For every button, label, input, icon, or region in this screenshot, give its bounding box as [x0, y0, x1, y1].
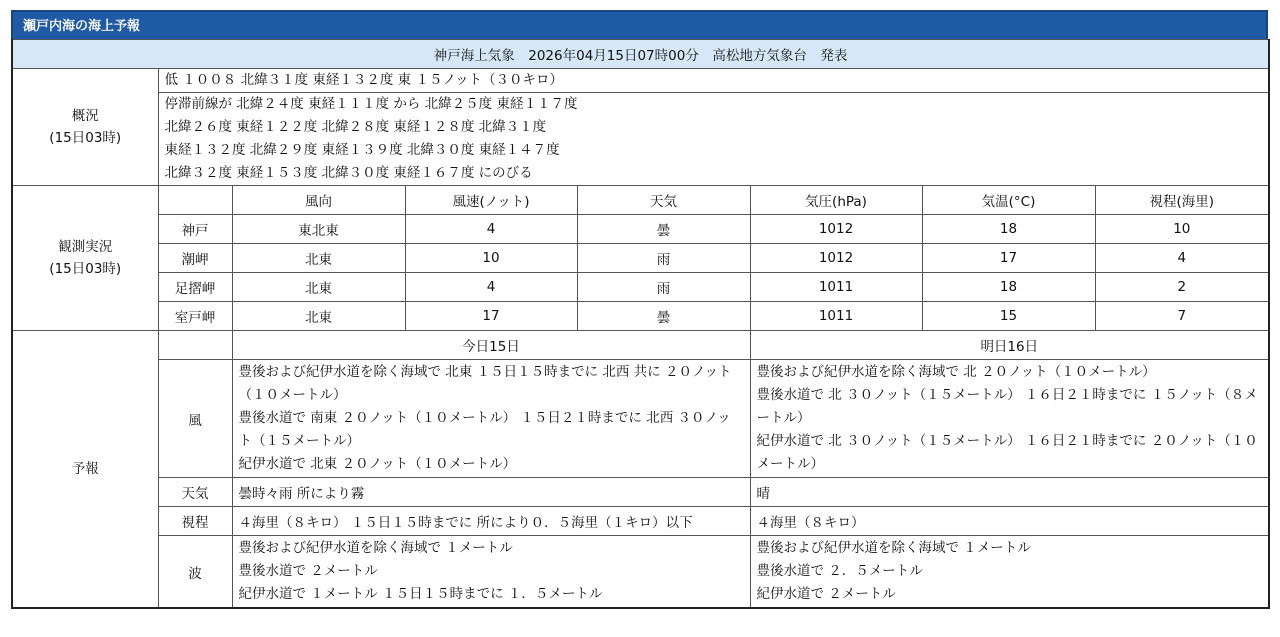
weather-today: 曇時々雨 所により霧 — [232, 478, 750, 507]
visibility-tomorrow: ４海里（８キロ） — [750, 507, 1269, 536]
gaikyo-front-line: 北緯２６度 東経１２２度 北緯２８度 東経１２８度 北緯３１度 — [164, 119, 547, 135]
obs-cell: 18 — [922, 273, 1095, 302]
forecast-panel — [11, 10, 1268, 609]
obs-cell: 15 — [922, 302, 1095, 331]
obs-cell: 17 — [405, 302, 577, 331]
obs-cell: 1012 — [750, 244, 922, 273]
gaikyo-front-line: 東経１３２度 北緯２９度 東経１３９度 北緯３０度 東経１４７度 — [164, 142, 560, 158]
obs-cell: 曇 — [577, 302, 750, 331]
wave-label: 波 — [158, 536, 232, 609]
obs-header: 天気 — [577, 186, 750, 215]
gaikyo-time: (15日03時) — [49, 130, 122, 146]
wind-today-line: 紀伊水道で 北東 ２０ノット（１０メートル） — [238, 456, 517, 472]
obs-header: 気温(°C) — [922, 186, 1095, 215]
weather-label: 天気 — [158, 478, 232, 507]
obs-cell: 10 — [405, 244, 577, 273]
obs-cell: 4 — [405, 273, 577, 302]
wind-today-line: 豊後水道で 南東 ２０ノット（１０メートル） １５日２１時までに 北西 ３０ノット（１５メートル） — [238, 410, 731, 449]
wind-today — [232, 360, 750, 478]
obs-cell: 1011 — [750, 273, 922, 302]
obs-cell: 17 — [922, 244, 1095, 273]
wave-today-line: 豊後水道で ２メートル — [238, 563, 378, 579]
obs-cell: 1012 — [750, 215, 922, 244]
obs-cell: 東北東 — [232, 215, 405, 244]
issue-info: 神戸海上気象 2026年04月15日07時00分 高松地方気象台 発表 — [12, 40, 1269, 69]
obs-header: 風速(ノット) — [405, 186, 577, 215]
forecast-table — [11, 39, 1270, 609]
wave-today-line: 豊後および紀伊水道を除く海域で １メートル — [238, 540, 513, 556]
wind-tomorrow-line: 豊後および紀伊水道を除く海域で 北 ２０ノット（１０メートル） — [756, 364, 1156, 380]
obs-cell: 2 — [1095, 273, 1269, 302]
obs-cell: 雨 — [577, 273, 750, 302]
obs-cell: 雨 — [577, 244, 750, 273]
obs-cell: 4 — [1095, 244, 1269, 273]
obs-cell: 1011 — [750, 302, 922, 331]
wave-today-line: 紀伊水道で １メートル １５日１５時までに １．５メートル — [238, 586, 603, 602]
obs-place: 足摺岬 — [158, 273, 232, 302]
wind-today-line: 豊後および紀伊水道を除く海域で 北東 １５日１５時までに 北西 共に ２０ノット（１０メートル） — [238, 364, 732, 403]
visibility-label: 視程 — [158, 507, 232, 536]
panel-title: 瀬戸内海の海上予報 — [11, 10, 1268, 39]
obs-place: 室戸岬 — [158, 302, 232, 331]
wind-tomorrow — [750, 360, 1269, 478]
gaikyo-label: 概況 — [71, 108, 99, 124]
wave-tomorrow-line: 豊後水道で ２．５メートル — [756, 563, 923, 579]
obs-cell: 曇 — [577, 215, 750, 244]
forecast-day-today: 今日15日 — [232, 331, 750, 360]
obs-cell: 10 — [1095, 215, 1269, 244]
wave-tomorrow — [750, 536, 1269, 609]
obs-label: 観測実況 — [58, 239, 113, 255]
forecast-label: 予報 — [12, 331, 158, 609]
wave-today — [232, 536, 750, 609]
gaikyo-label-cell — [12, 69, 158, 186]
forecast-day-tomorrow: 明日16日 — [750, 331, 1269, 360]
wind-label: 風 — [158, 360, 232, 478]
obs-place: 潮岬 — [158, 244, 232, 273]
obs-header: 気圧(hPa) — [750, 186, 922, 215]
obs-header: 風向 — [232, 186, 405, 215]
wave-tomorrow-line: 紀伊水道で ２メートル — [756, 586, 896, 602]
obs-row — [12, 244, 1269, 273]
obs-cell: 北東 — [232, 302, 405, 331]
obs-row — [12, 302, 1269, 331]
obs-cell: 7 — [1095, 302, 1269, 331]
weather-tomorrow: 晴 — [750, 478, 1269, 507]
obs-cell: 北東 — [232, 273, 405, 302]
gaikyo-low: 低 １００８ 北緯３１度 東経１３２度 東 １５ノット（３０キロ） — [159, 69, 1269, 93]
obs-cell: 北東 — [232, 244, 405, 273]
obs-label-cell — [12, 186, 158, 331]
obs-cell: 4 — [405, 215, 577, 244]
wind-tomorrow-line: 紀伊水道で 北 ３０ノット（１５メートル） １６日２１時までに ２０ノット（１０メートル） — [756, 433, 1258, 472]
visibility-today: ４海里（８キロ） １５日１５時までに 所により０．５海里（１キロ）以下 — [232, 507, 750, 536]
obs-place: 神戸 — [158, 215, 232, 244]
obs-row — [12, 215, 1269, 244]
obs-cell: 18 — [922, 215, 1095, 244]
wind-tomorrow-line: 豊後水道で 北 ３０ノット（１５メートル） １６日２１時までに １５ノット（８メートル） — [756, 387, 1258, 426]
wave-tomorrow-line: 豊後および紀伊水道を除く海域で １メートル — [756, 540, 1031, 556]
obs-header: 視程(海里) — [1095, 186, 1269, 215]
gaikyo-front-line: 停滞前線が 北緯２４度 東経１１１度 から 北緯２５度 東経１１７度 — [164, 96, 578, 112]
obs-time: (15日03時) — [49, 261, 122, 277]
gaikyo-front-line: 北緯３２度 東経１５３度 北緯３０度 東経１６７度 にのびる — [164, 165, 533, 181]
obs-row — [12, 273, 1269, 302]
